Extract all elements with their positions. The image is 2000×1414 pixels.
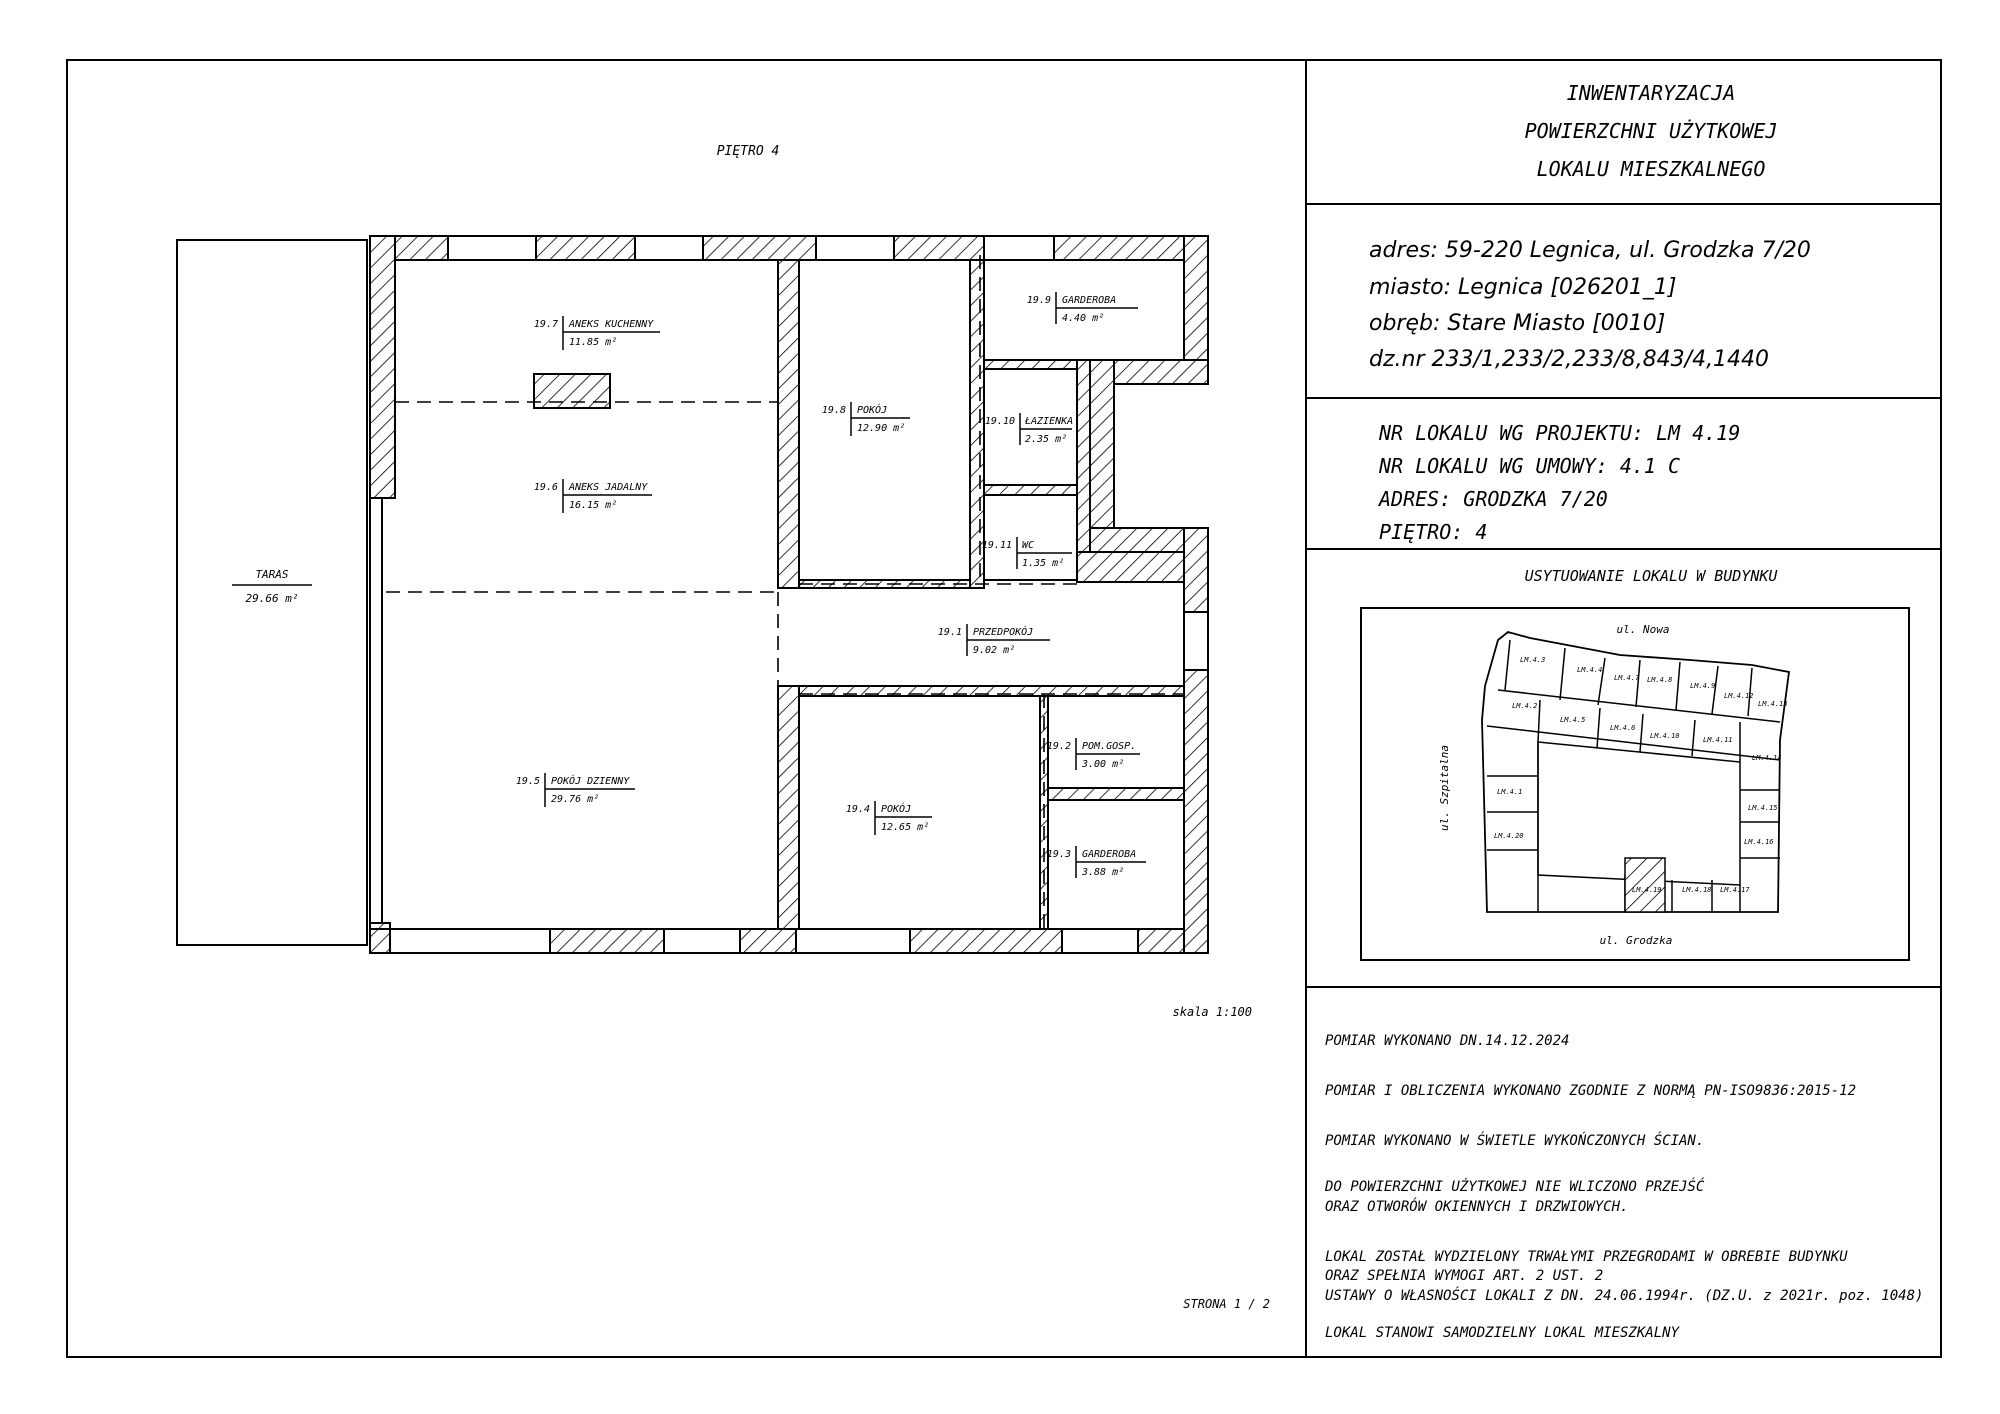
svg-text:19.8: 19.8 xyxy=(821,405,846,416)
svg-text:INWENTARYZACJA: INWENTARYZACJA xyxy=(1566,81,1736,105)
svg-text:19.2: 19.2 xyxy=(1046,741,1071,752)
notes-block xyxy=(1324,1033,1923,1341)
svg-text:4.40 m²: 4.40 m² xyxy=(1062,313,1105,324)
note-line: DO POWIERZCHNI UŻYTKOWEJ NIE WLICZONO PRZEJŚĆ xyxy=(1325,1179,1705,1195)
unit-tag: LM.4.3 xyxy=(1520,656,1546,664)
note-line: USTAWY O WŁASNOŚCI LOKALI Z DN. 24.06.1994r. (DZ.U. z 2021r. poz. 1048) xyxy=(1325,1288,1924,1304)
svg-text:3.00 m²: 3.00 m² xyxy=(1082,759,1125,770)
svg-text:11.85 m²: 11.85 m² xyxy=(569,337,618,348)
svg-text:19.10: 19.10 xyxy=(984,416,1015,427)
room-label-kitchen xyxy=(534,316,660,350)
svg-text:PIĘTRO: 4: PIĘTRO: 4 xyxy=(1379,520,1488,544)
svg-text:NR LOKALU WG PROJEKTU: LM: NR LOKALU WG PROJEKTU: LM 4.19 xyxy=(1379,421,1741,445)
room-label-dining xyxy=(534,479,652,513)
svg-text:29.76 m²: 29.76 m² xyxy=(551,794,600,805)
unit-tag: LM.4.20 xyxy=(1494,832,1524,840)
room-label-wardrobe-19-3 xyxy=(1047,846,1146,878)
street-west: ul. Szpitalna xyxy=(1438,744,1451,832)
unit-tag: LM.4.11 xyxy=(1703,736,1733,744)
unit-tag: LM.4.4 xyxy=(1577,666,1603,674)
svg-text:POM.GOSP.: POM.GOSP. xyxy=(1082,741,1137,752)
svg-text:29.66 m²: 29.66 m² xyxy=(245,592,299,605)
unit-tag: LM.4.13 xyxy=(1758,700,1788,708)
svg-text:12.90 m²: 12.90 m² xyxy=(857,423,906,434)
note-line: POMIAR WYKONANO W ŚWIETLE WYKOŃCZONYCH ŚCIAN. xyxy=(1325,1133,1705,1149)
location-map xyxy=(1361,608,1909,960)
svg-text:TARAS: TARAS xyxy=(255,568,289,581)
svg-text:ANEKS JADALNY: ANEKS JADALNY xyxy=(569,482,648,493)
note-line: LOKAL STANOWI SAMODZIELNY LOKAL MIESZKALNY xyxy=(1325,1325,1680,1341)
note-line: POMIAR I OBLICZENIA WYKONANO ZGODNIE Z NORMĄ PN-ISO9836:2015-12 xyxy=(1325,1083,1857,1099)
unit-tag: LM.4.9 xyxy=(1690,682,1716,690)
svg-text:LOKALU MIESZKALNEGO: LOKALU MIESZKALNEGO xyxy=(1536,157,1766,181)
unit-tag: LM.4.8 xyxy=(1647,676,1673,684)
svg-text:POKÓJ: POKÓJ xyxy=(857,405,888,416)
inner-walls xyxy=(534,260,1184,929)
svg-text:adres: 59-220 Legnica, ul. Gr: adres: 59-220 Legnica, ul. Grodzka 7/20 xyxy=(1369,238,1811,263)
note-line: ORAZ OTWORÓW OKIENNYCH I DRZWIOWYCH. xyxy=(1325,1199,1629,1215)
svg-text:ANEKS KUCHENNY: ANEKS KUCHENNY xyxy=(569,319,654,330)
room-label-living xyxy=(516,773,635,807)
unit-tag: LM.4.15 xyxy=(1748,804,1778,812)
unit-tag: LM.4.6 xyxy=(1610,724,1636,732)
unit-tag: LM.4.19 xyxy=(1632,886,1662,894)
svg-text:16.15 m²: 16.15 m² xyxy=(569,500,618,511)
unit-tag: LM.4.2 xyxy=(1512,702,1538,710)
unit-tag: LM.4.7 xyxy=(1614,674,1640,682)
svg-text:19.5: 19.5 xyxy=(515,776,540,787)
unit-tag: LM.4.16 xyxy=(1744,838,1774,846)
room-label-utility xyxy=(1047,738,1140,770)
svg-text:miasto: Legnica [026201_1]: miasto: Legnica [026201_1] xyxy=(1369,275,1677,300)
unit-tag: LM.4.17 xyxy=(1720,886,1750,894)
svg-text:dz.nr 233/1,233/2,233/8,843/4,: dz.nr 233/1,233/2,233/8,843/4,1440 xyxy=(1369,347,1770,372)
svg-text:GARDEROBA: GARDEROBA xyxy=(1062,295,1117,306)
unit-tag: LM.4.5 xyxy=(1560,716,1586,724)
title-heading xyxy=(1525,81,1778,181)
address-block xyxy=(1369,238,1811,372)
svg-text:9.02 m²: 9.02 m² xyxy=(973,645,1016,656)
scale-label: skala 1:100 xyxy=(1172,1005,1252,1019)
svg-text:POKÓJ: POKÓJ xyxy=(881,804,912,815)
svg-text:WC: WC xyxy=(1022,540,1035,551)
location-title: USYTUOWANIE LOKALU W BUDYNKU xyxy=(1524,567,1778,585)
room-label-room-19-4 xyxy=(846,801,932,835)
note-line: LOKAL ZOSTAŁ WYDZIELONY TRWAŁYMI PRZEGRODAMI W OBREBIE BUDYNKU xyxy=(1325,1249,1848,1265)
page-number: STRONA 1 / 2 xyxy=(1183,1297,1270,1311)
svg-text:obręb: Stare Miasto [0010]: obręb: Stare Miasto [0010] xyxy=(1369,311,1666,336)
unit-tag: LM.4.14 xyxy=(1752,754,1782,762)
svg-text:POKÓJ DZIENNY: POKÓJ DZIENNY xyxy=(551,776,630,787)
street-north: ul. Nowa xyxy=(1616,623,1670,636)
unit-tag: LM.4.12 xyxy=(1724,692,1754,700)
note-line: ORAZ SPEŁNIA WYMOGI ART. 2 UST. 2 xyxy=(1325,1268,1604,1284)
room-label-room-19-8 xyxy=(822,402,910,436)
svg-text:19.7: 19.7 xyxy=(533,319,558,330)
svg-text:GARDEROBA: GARDEROBA xyxy=(1082,849,1137,860)
svg-text:NR LOKALU WG UMOWY: 4.1 C: NR LOKALU WG UMOWY: 4.1 C xyxy=(1379,454,1681,478)
svg-text:19.9: 19.9 xyxy=(1026,295,1051,306)
street-south: ul. Grodzka xyxy=(1599,934,1673,947)
svg-text:19.11: 19.11 xyxy=(981,540,1012,551)
svg-text:1.35 m²: 1.35 m² xyxy=(1022,558,1065,569)
unit-tag: LM.4.1 xyxy=(1497,788,1523,796)
svg-text:19.1: 19.1 xyxy=(937,627,962,638)
svg-text:19.3: 19.3 xyxy=(1046,849,1071,860)
svg-text:3.88 m²: 3.88 m² xyxy=(1082,867,1125,878)
svg-text:19.6: 19.6 xyxy=(533,482,558,493)
svg-text:ŁAZIENKA: ŁAZIENKA xyxy=(1025,416,1074,427)
note-line: POMIAR WYKONANO DN.14.12.2024 xyxy=(1325,1033,1570,1049)
floor-label: PIĘTRO 4 xyxy=(716,144,780,159)
svg-text:ADRES: GRODZKA 7/20: ADRES: GRODZKA 7/20 xyxy=(1379,487,1608,511)
room-label-hall xyxy=(938,624,1050,656)
unit-tag: LM.4.18 xyxy=(1682,886,1712,894)
svg-text:19.4: 19.4 xyxy=(845,804,870,815)
svg-text:POWIERZCHNI UŻYTKOWEJ: POWIERZCHNI UŻYTKOWEJ xyxy=(1524,119,1778,143)
unit-info-block xyxy=(1377,421,1740,544)
svg-text:12.65 m²: 12.65 m² xyxy=(881,822,930,833)
svg-text:2.35 m²: 2.35 m² xyxy=(1025,434,1068,445)
unit-tag: LM.4.10 xyxy=(1650,732,1680,740)
svg-text:PRZEDPOKÓJ: PRZEDPOKÓJ xyxy=(973,627,1034,638)
